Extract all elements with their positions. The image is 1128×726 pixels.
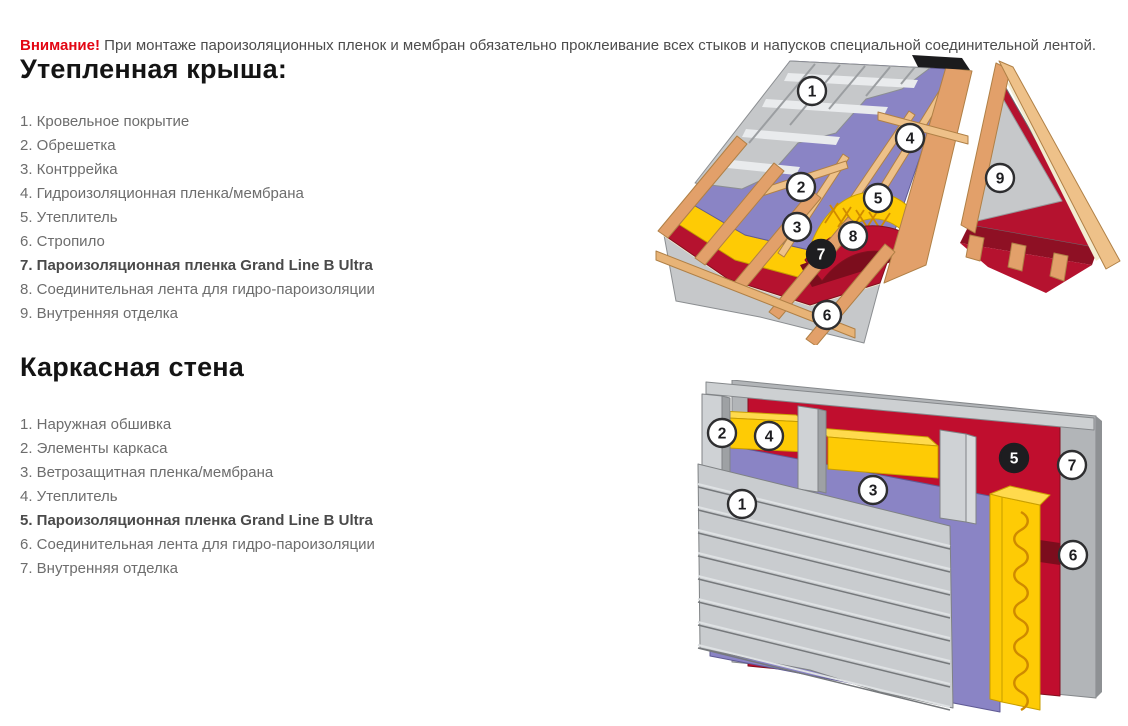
layer-list-item: 6. Соединительная лента для гидро-пароизоляции: [20, 536, 375, 553]
roof-layer-list: [20, 110, 375, 326]
gable-end: [960, 61, 1120, 293]
layer-list-item: 6. Стропило: [20, 233, 105, 250]
insulated-roof-diagram: [650, 55, 1128, 345]
callout-number: 7: [1067, 457, 1077, 475]
callout-number: 7: [816, 246, 826, 264]
warning-text: При монтаже пароизоляционных пленок и мембран обязательно проклеивание всех стыков и напусков специальной соединительной лентой.: [104, 37, 1097, 54]
layer-list-item: 1. Кровельное покрытие: [20, 113, 190, 130]
warning-label: Внимание!: [20, 37, 100, 54]
frame-wall-diagram: [650, 380, 1128, 726]
callout-number: 2: [796, 179, 806, 197]
layer-list-item: 9. Внутренняя отделка: [20, 305, 178, 322]
callout-number: 6: [822, 307, 832, 325]
callout-number: 9: [995, 170, 1005, 188]
callout-number: 1: [807, 83, 817, 101]
warning-note: [20, 37, 1120, 54]
callout-number: 1: [737, 496, 747, 514]
layer-list-item: 5. Утеплитель: [20, 209, 118, 226]
layer-list-item: 2. Элементы каркаса: [20, 440, 168, 457]
layer-list-item: 8. Соединительная лента для гидро-пароизоляции: [20, 281, 375, 298]
callout-number: 6: [1068, 547, 1078, 565]
wall-section-heading: Каркасная стена: [20, 352, 245, 382]
callout-number: 3: [792, 219, 802, 237]
wall-layer-list: [20, 413, 375, 581]
layer-list-item: 4. Утеплитель: [20, 488, 118, 505]
layer-list-item: 3. Контррейка: [20, 161, 118, 178]
roof-section-heading: Утепленная крыша:: [20, 54, 288, 84]
layer-list-item: 1. Наружная обшивка: [20, 416, 172, 433]
layer-list-item: 7. Внутренняя отделка: [20, 560, 178, 577]
callout-number: 5: [1009, 450, 1019, 468]
callout-number: 4: [764, 428, 774, 446]
callout-number: 4: [905, 130, 915, 148]
callout-number: 5: [873, 190, 883, 208]
callout-number: 8: [848, 228, 858, 246]
callout-number: 3: [868, 482, 878, 500]
layer-list-item: 7. Пароизоляционная пленка Grand Line B Ultra: [20, 257, 373, 274]
layer-list-item: 4. Гидроизоляционная пленка/мембрана: [20, 185, 304, 202]
callout-number: 2: [717, 425, 727, 443]
layer-list-item: 3. Ветрозащитная пленка/мембрана: [20, 464, 274, 481]
layer-list-item: 2. Обрешетка: [20, 137, 116, 154]
layer-list-item: 5. Пароизоляционная пленка Grand Line B Ultra: [20, 512, 373, 529]
